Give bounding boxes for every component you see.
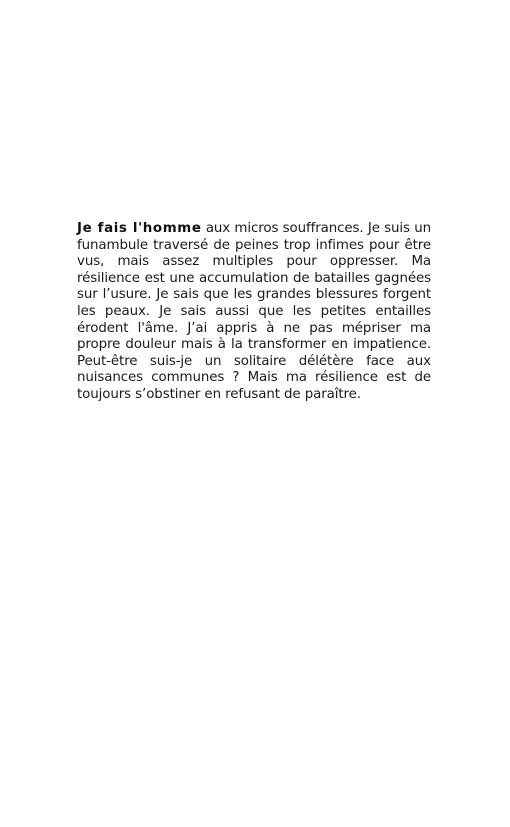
paragraph-body: aux micros souffrances. Je suis un funambule traversé de peines trop infimes pour être vus, mais assez multiples pour oppresser. Ma résilience est une accumulation de batailles gagnées sur l’usure. Je sais que les grandes blessures forgent les peaux. Je sais aussi que les petites entailles érodent l'âme. J’ai appris à ne pas mépriser ma propre douleur mais à la transformer en impatience. Peut-être suis-je un solitaire délétère face aux nuisances communes ? Mais ma résilience est de toujours s’obstiner en refusant de paraître. xyxy=(77,221,431,402)
paragraph xyxy=(77,221,431,404)
paragraph-lead: Je fais l'homme xyxy=(77,221,202,236)
